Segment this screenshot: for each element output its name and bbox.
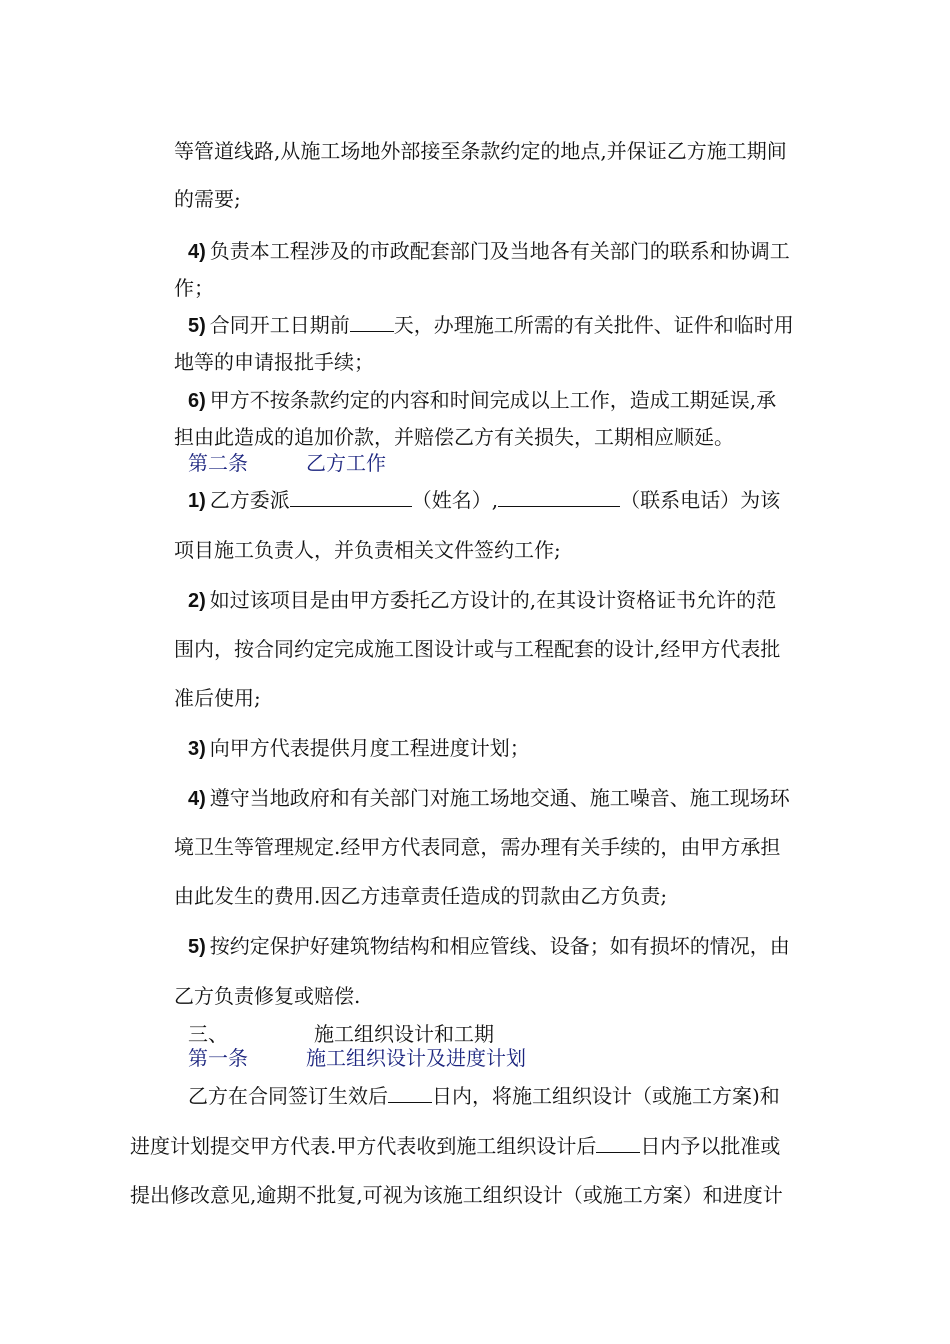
text: 准后使用; [174,686,261,710]
text: 如过该项目是由甲方委托乙方设计的,在其设计资格证书允许的范 [209,588,777,612]
item-number: 6) [188,390,206,412]
article-heading [188,450,386,476]
paragraph-line [174,186,241,212]
list-item [188,312,794,339]
text: 乙方在合同签订生效后 [188,1084,388,1108]
list-item [188,933,790,960]
list-item [188,387,776,414]
paragraph-line [130,1182,783,1208]
paragraph-line [174,138,787,164]
text: 等管道线路,从施工场地外部接至条款约定的地点,并保证乙方施工期间 [174,139,787,163]
text: 天，办理施工所需的有关批件、证件和临时用 [393,313,794,337]
article-label: 第二条 [188,451,248,475]
fill-in-blank-name[interactable] [290,487,412,507]
text: 作； [174,276,214,300]
text: 按约定保护好建筑物结构和相应管线、设备；如有损坏的情况，由 [209,934,790,958]
section-title: 施工组织设计和工期 [314,1022,494,1046]
item-number: 4) [188,788,206,810]
paragraph-line [174,834,780,860]
text: 甲方不按条款约定的内容和时间完成以上工作，造成工期延误,承 [209,388,777,412]
text: 负责本工程涉及的市政配套部门及当地各有关部门的联系和协调工 [209,239,790,263]
item-number: 4) [188,241,206,263]
article-label: 第一条 [188,1046,248,1070]
text: （姓名）, [411,488,499,512]
text: 乙方委派 [209,488,290,512]
list-item [188,735,530,762]
text: 地等的申请报批手续； [174,350,374,374]
fill-in-blank-days[interactable] [388,1083,432,1103]
text: 向甲方代表提供月度工程进度计划； [209,736,530,760]
article-title: 乙方工作 [306,451,386,475]
text: 担由此造成的追加价款，并赔偿乙方有关损失，工期相应顺延。 [174,425,734,449]
item-number: 5) [188,936,206,958]
section-heading [188,1021,494,1047]
item-number: 3) [188,738,206,760]
list-item [188,238,790,265]
fill-in-blank-phone[interactable] [498,487,620,507]
text: 合同开工日期前 [209,313,350,337]
paragraph-line [130,1133,780,1159]
section-number: 三、 [188,1022,228,1046]
text: 日内予以批准或 [640,1134,781,1158]
paragraph-line [174,685,261,711]
paragraph-line [174,275,214,301]
text: 日内，将施工组织设计（或施工方案)和 [432,1084,780,1108]
fill-in-blank[interactable] [350,312,394,332]
text: 遵守当地政府和有关部门对施工场地交通、施工噪音、施工现场环 [209,786,790,810]
article-title: 施工组织设计及进度计划 [306,1046,526,1070]
paragraph-line [174,349,374,375]
paragraph-line [174,636,780,662]
text: 进度计划提交甲方代表.甲方代表收到施工组织设计后 [130,1134,597,1158]
list-item [188,487,780,514]
text: 由此发生的费用.因乙方违章责任造成的罚款由乙方负责; [174,884,668,908]
fill-in-blank-days[interactable] [596,1133,640,1153]
paragraph-line [174,537,561,563]
item-number: 1) [188,490,206,512]
article-heading [188,1045,526,1071]
list-item [188,587,776,614]
text: （联系电话）为该 [620,488,781,512]
item-number: 2) [188,590,206,612]
paragraph-line [174,424,734,450]
text: 境卫生等管理规定.经甲方代表同意，需办理有关手续的，由甲方承担 [174,835,781,859]
text: 提出修改意见,逾期不批复,可视为该施工组织设计（或施工方案）和进度计 [130,1183,783,1207]
list-item [188,785,790,812]
paragraph-line [188,1083,780,1109]
paragraph-line [174,883,667,909]
text: 项目施工负责人，并负责相关文件签约工作; [174,538,561,562]
text: 围内，按合同约定完成施工图设计或与工程配套的设计,经甲方代表批 [174,637,781,661]
item-number: 5) [188,315,206,337]
paragraph-line [174,983,360,1009]
text: 的需要; [174,187,241,211]
text: 乙方负责修复或赔偿. [174,984,361,1008]
